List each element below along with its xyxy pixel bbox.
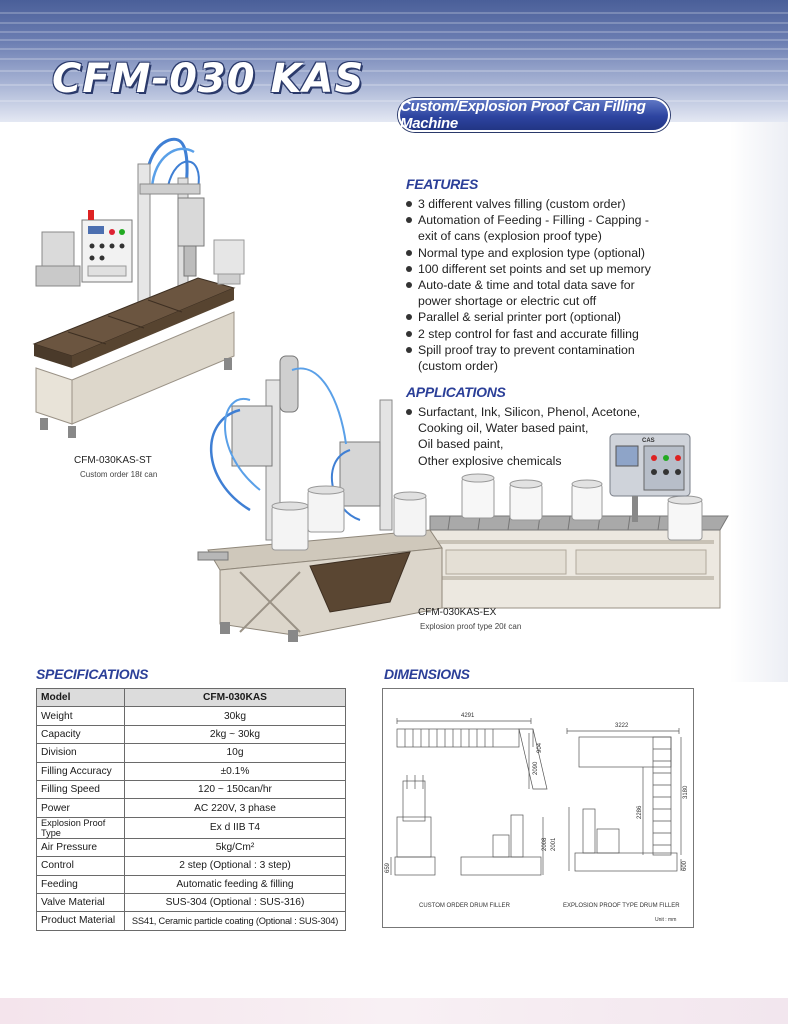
table-row: Explosion Proof Type Ex d IIB T4 bbox=[37, 817, 346, 838]
dim-left-height-d: 2001 bbox=[551, 837, 557, 851]
machine-st-note: Custom order 18ℓ can bbox=[80, 470, 158, 479]
table-row: Control 2 step (Optional : 3 step) bbox=[37, 857, 346, 875]
feature-item: 2 step control for fast and accurate filling bbox=[404, 326, 704, 342]
table-header-key: Model bbox=[37, 689, 125, 707]
table-header-row bbox=[37, 689, 346, 707]
feature-item: Auto-date & time and total data save for power shortage or electric cut off bbox=[404, 277, 704, 309]
feature-item: Spill proof tray to prevent contamination (custom order) bbox=[404, 342, 704, 374]
table-row: Feeding Automatic feeding & filling bbox=[37, 875, 346, 893]
dim-left-height-c: 2008 bbox=[542, 837, 548, 851]
application-item: Surfactant, Ink, Silicon, Phenol, Acetone, Cooking oil, Water based paint, Oil based paint, Other explosive chemicals bbox=[404, 404, 704, 469]
subtitle-pill: Custom/Explosion Proof Can Filling Machine bbox=[398, 98, 670, 132]
dimensions-heading: DIMENSIONS bbox=[384, 666, 470, 682]
table-row: Filling Speed 120 ~ 150can/hr bbox=[37, 780, 346, 798]
dim-left-width: 4291 bbox=[461, 713, 475, 719]
machine-ex-note: Explosion proof type 20ℓ can bbox=[420, 622, 522, 631]
dim-right-mid: 2286 bbox=[637, 805, 643, 819]
feature-item: Automation of Feeding - Filling - Capping - exit of cans (explosion proof type) bbox=[404, 212, 704, 244]
table-row: Filling Accuracy ±0.1% bbox=[37, 762, 346, 780]
feature-item: Normal type and explosion type (optional) bbox=[404, 245, 704, 261]
table-row: Division 10g bbox=[37, 744, 346, 762]
table-row: Valve Material SUS-304 (Optional : SUS-316) bbox=[37, 893, 346, 911]
table-row: Capacity 2kg ~ 30kg bbox=[37, 725, 346, 743]
dimensions-drawing bbox=[383, 689, 693, 927]
dim-unit: Unit : mm bbox=[655, 917, 677, 923]
dim-left-height-b: 2090 bbox=[533, 761, 539, 775]
dim-right-depth: 3180 bbox=[683, 785, 689, 799]
dim-left-height-a: 904 bbox=[537, 742, 543, 753]
background-shade bbox=[730, 122, 788, 682]
page-title: CFM-030 KAS bbox=[52, 56, 365, 102]
applications-heading: APPLICATIONS bbox=[406, 384, 506, 400]
table-header-value: CFM-030KAS bbox=[125, 689, 346, 707]
dim-right-label: EXPLOSION PROOF TYPE DRUM FILLER bbox=[563, 903, 680, 909]
table-row: Power AC 220V, 3 phase bbox=[37, 799, 346, 817]
dim-left-base: 659 bbox=[385, 862, 391, 873]
dim-right-width: 3222 bbox=[615, 723, 629, 729]
machine-ex-model: CFM-030KAS-EX bbox=[418, 607, 497, 618]
feature-item: Parallel & serial printer port (optional) bbox=[404, 309, 704, 325]
feature-item: 100 different set points and set up memory bbox=[404, 261, 704, 277]
machine-ex-illustration bbox=[180, 340, 732, 644]
specifications-table bbox=[36, 688, 346, 931]
machine-st-model: CFM-030KAS-ST bbox=[74, 455, 152, 466]
dim-left-label: CUSTOM ORDER DRUM FILLER bbox=[419, 903, 510, 909]
dim-right-base: 600 bbox=[682, 860, 688, 871]
footer-band bbox=[0, 998, 788, 1024]
table-row: Air Pressure 5kg/Cm² bbox=[37, 838, 346, 856]
table-row: Product Material SS41, Ceramic particle coating (Optional : SUS-304) bbox=[37, 912, 346, 930]
table-row: Weight 30kg bbox=[37, 707, 346, 725]
panel-label: CAS bbox=[642, 438, 655, 444]
specifications-heading: SPECIFICATIONS bbox=[36, 666, 149, 682]
feature-item: 3 different valves filling (custom order) bbox=[404, 196, 704, 212]
dimensions-box bbox=[382, 688, 694, 928]
features-heading: FEATURES bbox=[406, 176, 479, 192]
